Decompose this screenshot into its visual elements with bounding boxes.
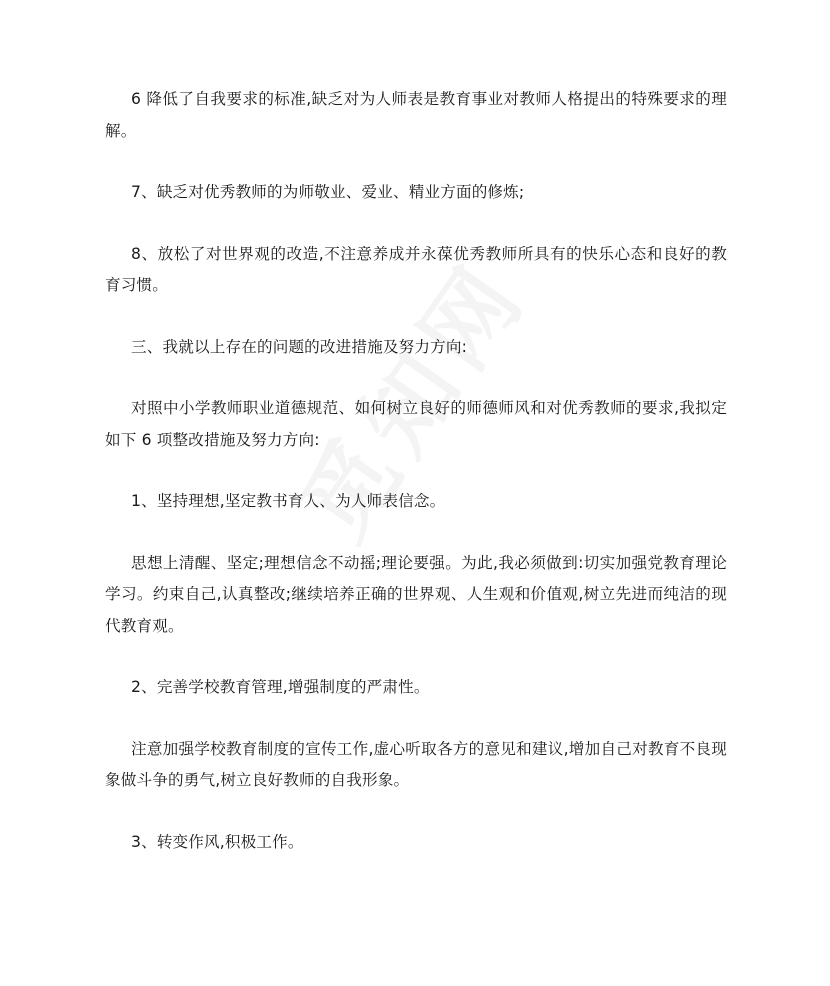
- paragraph-item-6: 6 降低了自我要求的标准,缺乏对为人师表是教育事业对教师人格提出的特殊要求的理解。: [105, 90, 727, 140]
- measure-heading-3: 3、转变作风,积极工作。: [131, 832, 304, 851]
- paragraph-intro: 对照中小学教师职业道德规范、如何树立良好的师德师风和对优秀教师的要求,我拟定如下 6 项整改措施及努力方向:: [105, 399, 727, 449]
- measure-body-1: 思想上清醒、坚定;理想信念不动摇;理论要强。为此,我必须做到:切实加强党教育理论学习。约束自己,认真整改;继续培养正确的世界观、人生观和价值观,树立先进而纯洁的现代教育观。: [105, 553, 727, 635]
- measure-heading-2: 2、完善学校教育管理,增强制度的严肃性。: [131, 678, 430, 696]
- section-heading-3: 三、我就以上存在的问题的改进措施及努力方向:: [131, 337, 468, 356]
- measure-heading-1: 1、坚持理想,坚定教书育人、为人师表信念。: [131, 492, 446, 510]
- paragraph-item-7: 7、缺乏对优秀教师的为师敬业、爱业、精业方面的修炼;: [131, 183, 525, 201]
- paragraph-item-8: 8、放松了对世界观的改造,不注意养成并永葆优秀教师所具有的快乐心态和良好的教育习惯。: [105, 244, 727, 294]
- measure-body-2: 注意加强学校教育制度的宣传工作,虚心听取各方的意见和建议,增加自己对教育不良现象做斗争的勇气,树立良好教师的自我形象。: [105, 739, 727, 789]
- document-body: [105, 84, 727, 888]
